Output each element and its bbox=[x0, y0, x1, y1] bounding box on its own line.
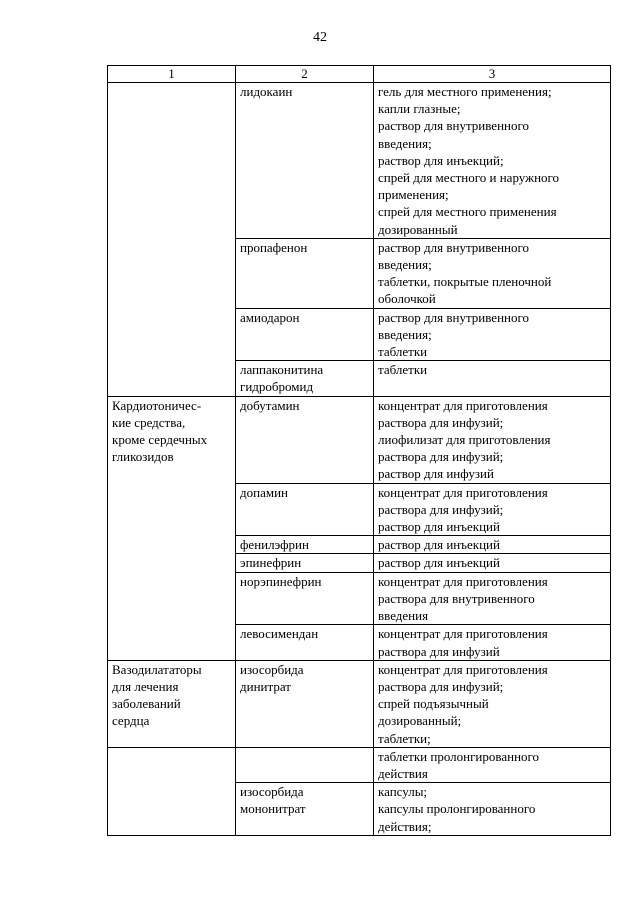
form-cell-line: раствор для внутривенного bbox=[378, 118, 529, 134]
form-cell bbox=[374, 747, 611, 782]
page-number: 42 bbox=[313, 30, 327, 45]
table-body bbox=[108, 83, 611, 836]
table-row bbox=[108, 396, 611, 483]
drug-cell-line: добутамин bbox=[240, 397, 300, 413]
drug-cell-line: левосимендан bbox=[240, 626, 319, 642]
form-cell-line: дозированный bbox=[378, 221, 458, 237]
form-cell-line: таблетки bbox=[378, 344, 428, 360]
form-cell-line: раствора для инфузий; bbox=[378, 678, 504, 694]
drug-cell-line: фенилэфрин bbox=[240, 537, 309, 553]
group-cell-line: кроме сердечных bbox=[112, 432, 208, 448]
table-row bbox=[108, 83, 611, 239]
form-cell-line: таблетки; bbox=[378, 730, 431, 746]
drug-cell-line: пропафенон bbox=[240, 239, 308, 255]
drug-cell-line: лидокаин bbox=[240, 84, 293, 99]
form-cell bbox=[374, 554, 611, 572]
drug-cell-line: гидробромид bbox=[240, 379, 314, 395]
form-cell bbox=[374, 625, 611, 660]
form-cell-line: капли глазные; bbox=[378, 101, 461, 117]
form-cell bbox=[374, 660, 611, 747]
drug-cell-line: амиодарон bbox=[240, 309, 300, 325]
form-cell-line: действия; bbox=[378, 818, 432, 834]
drug-cell bbox=[236, 747, 374, 782]
form-cell-line: раствора для инфузий; bbox=[378, 449, 504, 465]
form-cell-line: концентрат для приготовления bbox=[378, 661, 548, 677]
form-cell bbox=[374, 483, 611, 536]
form-cell-line: введения; bbox=[378, 135, 432, 151]
form-cell-line: раствора для внутривенного bbox=[378, 590, 535, 606]
form-cell-line: дозированный; bbox=[378, 713, 462, 729]
group-cell-line: Кардиотоничес- bbox=[112, 397, 202, 413]
form-cell-line: раствор для внутривенного bbox=[378, 239, 529, 255]
drug-cell bbox=[236, 554, 374, 572]
table-row bbox=[108, 747, 611, 782]
group-cell-line: Вазодилататоры bbox=[112, 661, 202, 677]
header-col-1: 1 bbox=[108, 66, 236, 83]
group-cell-line: заболеваний bbox=[112, 696, 181, 712]
form-cell bbox=[374, 536, 611, 554]
group-cell-line: для лечения bbox=[112, 678, 179, 694]
form-cell-line: капсулы пролонгированного bbox=[378, 801, 536, 817]
group-cell-line: кие средства, bbox=[112, 414, 186, 430]
form-cell bbox=[374, 572, 611, 625]
form-cell-line: концентрат для приготовления bbox=[378, 397, 548, 413]
form-cell-line: гель для местного применения; bbox=[378, 84, 552, 99]
form-cell-line: введения; bbox=[378, 257, 432, 273]
table-row bbox=[108, 660, 611, 747]
drug-table bbox=[107, 65, 611, 836]
drug-cell-line: изосорбида bbox=[240, 784, 304, 800]
drug-cell bbox=[236, 783, 374, 836]
header-row bbox=[108, 66, 611, 83]
drug-cell bbox=[236, 572, 374, 625]
drug-cell-line: мононитрат bbox=[240, 801, 306, 817]
drug-cell-line: динитрат bbox=[240, 678, 291, 694]
form-cell-line: таблетки, покрытые пленочной bbox=[378, 274, 552, 290]
form-cell-line: раствор для инъекций; bbox=[378, 152, 504, 168]
drug-cell bbox=[236, 660, 374, 747]
drug-cell-line: допамин bbox=[240, 484, 288, 500]
drug-cell bbox=[236, 536, 374, 554]
form-cell-line: концентрат для приготовления bbox=[378, 573, 548, 589]
form-cell-line: спрей для местного применения bbox=[378, 204, 557, 220]
form-cell bbox=[374, 238, 611, 308]
drug-cell bbox=[236, 483, 374, 536]
group-cell bbox=[108, 396, 236, 660]
form-cell bbox=[374, 361, 611, 396]
form-cell-line: раствора для инфузий; bbox=[378, 501, 504, 517]
form-cell bbox=[374, 396, 611, 483]
form-cell-line: применения; bbox=[378, 187, 449, 203]
header-col-3: 3 bbox=[374, 66, 611, 83]
drug-cell bbox=[236, 625, 374, 660]
drug-cell bbox=[236, 361, 374, 396]
form-cell-line: таблетки bbox=[378, 362, 428, 378]
drug-cell-line: лаппаконитина bbox=[240, 362, 324, 378]
form-cell-line: введения bbox=[378, 608, 429, 624]
form-cell-line: спрей подъязычный bbox=[378, 696, 489, 712]
drug-cell bbox=[236, 396, 374, 483]
form-cell-line: раствор для инфузий bbox=[378, 466, 494, 482]
header-col-2: 2 bbox=[236, 66, 374, 83]
form-cell-line: раствор для инъекций bbox=[378, 555, 500, 571]
group-cell bbox=[108, 83, 236, 397]
group-cell-line: гликозидов bbox=[112, 449, 174, 465]
form-cell-line: спрей для местного и наружного bbox=[378, 170, 560, 186]
form-cell-line: раствор для инъекций bbox=[378, 519, 500, 535]
form-cell-line: лиофилизат для приготовления bbox=[378, 432, 551, 448]
form-cell-line: оболочкой bbox=[378, 291, 436, 307]
form-cell-line: введения; bbox=[378, 326, 432, 342]
drug-cell-line: норэпинефрин bbox=[240, 573, 322, 589]
form-cell bbox=[374, 308, 611, 361]
form-cell-line: раствора для инфузий; bbox=[378, 414, 504, 430]
drug-cell bbox=[236, 238, 374, 308]
form-cell-line: концентрат для приготовления bbox=[378, 626, 548, 642]
drug-cell bbox=[236, 308, 374, 361]
form-cell-line: раствор для внутривенного bbox=[378, 309, 529, 325]
group-cell bbox=[108, 747, 236, 835]
drug-cell-line: изосорбида bbox=[240, 661, 304, 677]
form-cell-line: капсулы; bbox=[378, 784, 428, 800]
drug-cell-line: эпинефрин bbox=[240, 555, 302, 571]
form-cell-line: раствор для инъекций bbox=[378, 537, 500, 553]
group-cell-line: сердца bbox=[112, 713, 150, 729]
form-cell-line: действия bbox=[378, 765, 428, 781]
drug-cell bbox=[236, 83, 374, 239]
form-cell bbox=[374, 83, 611, 239]
form-cell-line: концентрат для приготовления bbox=[378, 484, 548, 500]
form-cell-line: таблетки пролонгированного bbox=[378, 748, 540, 764]
group-cell bbox=[108, 660, 236, 747]
form-cell bbox=[374, 783, 611, 836]
form-cell-line: раствора для инфузий bbox=[378, 643, 500, 659]
